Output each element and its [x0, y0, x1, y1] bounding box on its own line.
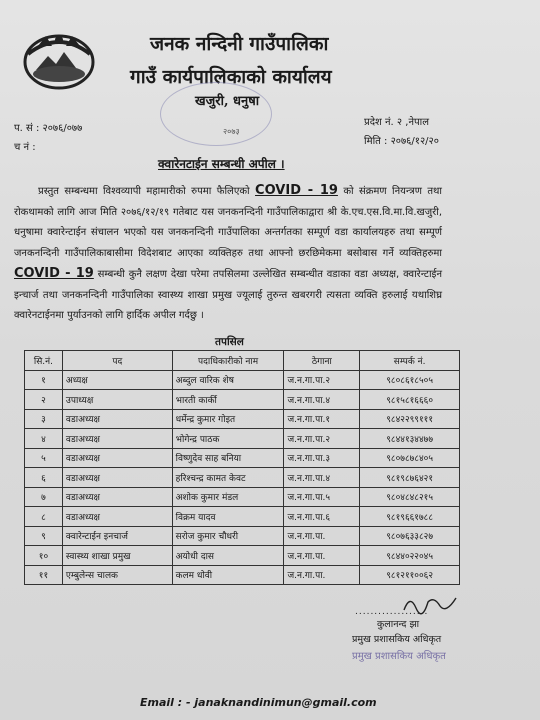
header-name: पदाधिकारीको नाम — [172, 351, 284, 371]
cell-post: वडाअध्यक्ष — [62, 507, 172, 527]
table-row — [25, 370, 460, 390]
cell-post: वडाअध्यक्ष — [62, 468, 172, 488]
cell-name: धर्मेन्द्र कुमार गोइत — [172, 409, 284, 429]
header-address: ठेगाना — [284, 351, 360, 371]
cell-name: भारती कार्की — [172, 390, 284, 410]
cell-address: ज.न.गा.पा.६ — [284, 507, 360, 527]
dispatch-number: च नं : — [14, 142, 36, 153]
table-row — [25, 448, 460, 468]
annex-title: तपसिल — [215, 336, 244, 348]
cell-serial: ४ — [25, 429, 63, 449]
cell-phone: ९८०७६३३८२७ — [360, 526, 460, 546]
cell-address: ज.न.गा.पा.२ — [284, 370, 360, 390]
stamp-year: २०७३ — [223, 127, 240, 136]
cell-post: वडाअध्यक्ष — [62, 487, 172, 507]
cell-address: ज.न.गा.पा.४ — [284, 390, 360, 410]
cell-name: अशोक कुमार मंडल — [172, 487, 284, 507]
cell-address: ज.न.गा.पा.५ — [284, 487, 360, 507]
office-name: जनक नन्दिनी गाउँपालिका — [150, 33, 329, 55]
nepal-government-emblem-icon — [18, 26, 100, 92]
table-row — [25, 429, 460, 449]
cell-post: एम्बुलेन्स चालक — [62, 565, 172, 585]
letter-date: मिति : २०७६/१२/२० — [364, 136, 439, 147]
cell-name: अब्दुल वारिक शेष — [172, 370, 284, 390]
cell-address: ज.न.गा.पा.२ — [284, 429, 360, 449]
cell-serial: ३ — [25, 409, 63, 429]
cell-post: क्वारेन्टाईन इनचार्ज — [62, 526, 172, 546]
cell-phone: ९८१२११००६२ — [360, 565, 460, 585]
official-seal: प्रमुख प्रशासकिय अधिकृत — [352, 651, 446, 662]
cell-serial: ११ — [25, 565, 63, 585]
cell-serial: २ — [25, 390, 63, 410]
cell-phone: ९८१५८१६६६० — [360, 390, 460, 410]
cell-serial: ९ — [25, 526, 63, 546]
table-row — [25, 507, 460, 527]
table-row — [25, 487, 460, 507]
table-row — [25, 390, 460, 410]
table-row — [25, 409, 460, 429]
table-header-row — [25, 351, 460, 371]
cell-phone: ९८०७८७८४०५ — [360, 448, 460, 468]
cell-serial: १ — [25, 370, 63, 390]
letter-subject: क्वारेनटाईन सम्बन्धी अपील । — [158, 157, 285, 171]
header-serial: सि.नं. — [25, 351, 63, 371]
header-post: पद — [62, 351, 172, 371]
cell-phone: ९८०४८४८२१५ — [360, 487, 460, 507]
cell-phone: ९८०८६१८५०५ — [360, 370, 460, 390]
cell-serial: ६ — [25, 468, 63, 488]
cell-name: सरोज कुमार चौधरी — [172, 526, 284, 546]
office-location: खजुरी, धनुषा — [195, 94, 260, 109]
table-row — [25, 546, 460, 566]
cell-address: ज.न.गा.पा.४ — [284, 468, 360, 488]
cell-post: वडाअध्यक्ष — [62, 429, 172, 449]
cell-phone: ९८४४१३४४७७ — [360, 429, 460, 449]
reference-number: प. सं : २०७६/०७७ — [14, 123, 83, 134]
cell-name: विष्णुदेव साह बनिया — [172, 448, 284, 468]
cell-post: स्वास्थ्य शाखा प्रमुख — [62, 546, 172, 566]
signatory-title: प्रमुख प्रशासकिय अधिकृत — [352, 634, 442, 645]
cell-name: हरिश्चन्द्र कामत केवट — [172, 468, 284, 488]
cell-address: ज.न.गा.पा. — [284, 546, 360, 566]
province-label: प्रदेश नं. २ ,नेपाल — [364, 117, 430, 128]
cell-post: वडाअध्यक्ष — [62, 448, 172, 468]
cell-post: उपाध्यक्ष — [62, 390, 172, 410]
signatory-name: कुलानन्द झा — [377, 619, 420, 630]
cell-address: ज.न.गा.पा. — [284, 526, 360, 546]
cell-serial: १० — [25, 546, 63, 566]
cell-name: अयोधी दास — [172, 546, 284, 566]
header-phone: सम्पर्क नं. — [360, 351, 460, 371]
cell-serial: ८ — [25, 507, 63, 527]
contact-table — [24, 350, 460, 585]
cell-phone: ९८४४०२२०४५ — [360, 546, 460, 566]
cell-phone: ९८१९६६१७८८ — [360, 507, 460, 527]
cell-post: वडाअध्यक्ष — [62, 409, 172, 429]
cell-address: ज.न.गा.पा. — [284, 565, 360, 585]
body-part-2: को संक्रमण नियन्त्रण तथा रोकथामको लागि आज मिति २०७६/१२/१९ गतेबाट यस जनकनन्दिनी गाउँपालिकाद्वारा श्री के.एच.एस.वि.मा.वि.खजुरी, धनुषामा क्वारेन्टाईन संचालन भएको यस जनकनन्दिनी गाउँपालिका अन्तर्गतका सम्पूर्ण वडा कार्यालयहरु तथा सम्पूर्ण जनकनन्दिनी गाउँपालिकाबासीमा विदेशबाट आएका व्यक्तिहरु तथा आफ्नो छरछिमेकमा बसोबास गर्ने व्यक्तिहरुमा — [14, 186, 442, 259]
cell-name: विक्रम यादव — [172, 507, 284, 527]
cell-serial: ७ — [25, 487, 63, 507]
contact-email: Email : - janaknandinimun@gmail.com — [140, 696, 377, 709]
signature-line: ................... — [355, 607, 429, 617]
appeal-body — [14, 181, 442, 327]
cell-serial: ५ — [25, 448, 63, 468]
cell-phone: ९८४२२९९१११ — [360, 409, 460, 429]
cell-post: अध्यक्ष — [62, 370, 172, 390]
covid-label: COVID - 19 — [255, 183, 338, 198]
office-subtitle: गाउँ कार्यपालिकाको कार्यालय — [130, 66, 332, 88]
cell-name: भोगेन्द्र पाठक — [172, 429, 284, 449]
body-part-1: प्रस्तुत सम्बन्धमा विश्वव्यापी महामारीको रुपमा फैलिएको — [38, 186, 250, 197]
body-part-3: सम्बन्धी कुनै लक्षण देखा परेमा तपसिलमा उल्लेखित सम्बन्धीत वडाका वडा अध्यक्ष, क्वारेन्टाईन इन्चार्ज तथा जनकनन्दिनी गाउँपालिका स्वास्थ्य शाखा प्रमुख ज्यूलाई तुरुन्त खबरगरी त्यसता व्यक्ति हरुलाई यथाशिघ्र क्वारेनटाईनमा पुर्याउनको लागि हार्दिक अपील गर्दछु । — [14, 269, 443, 321]
covid-label: COVID - 19 — [14, 266, 94, 281]
cell-name: कलम धोवी — [172, 565, 284, 585]
cell-address: ज.न.गा.पा.३ — [284, 448, 360, 468]
table-row — [25, 526, 460, 546]
cell-phone: ९८१९८७६४२१ — [360, 468, 460, 488]
table-row — [25, 468, 460, 488]
cell-address: ज.न.गा.पा.१ — [284, 409, 360, 429]
table-row — [25, 565, 460, 585]
